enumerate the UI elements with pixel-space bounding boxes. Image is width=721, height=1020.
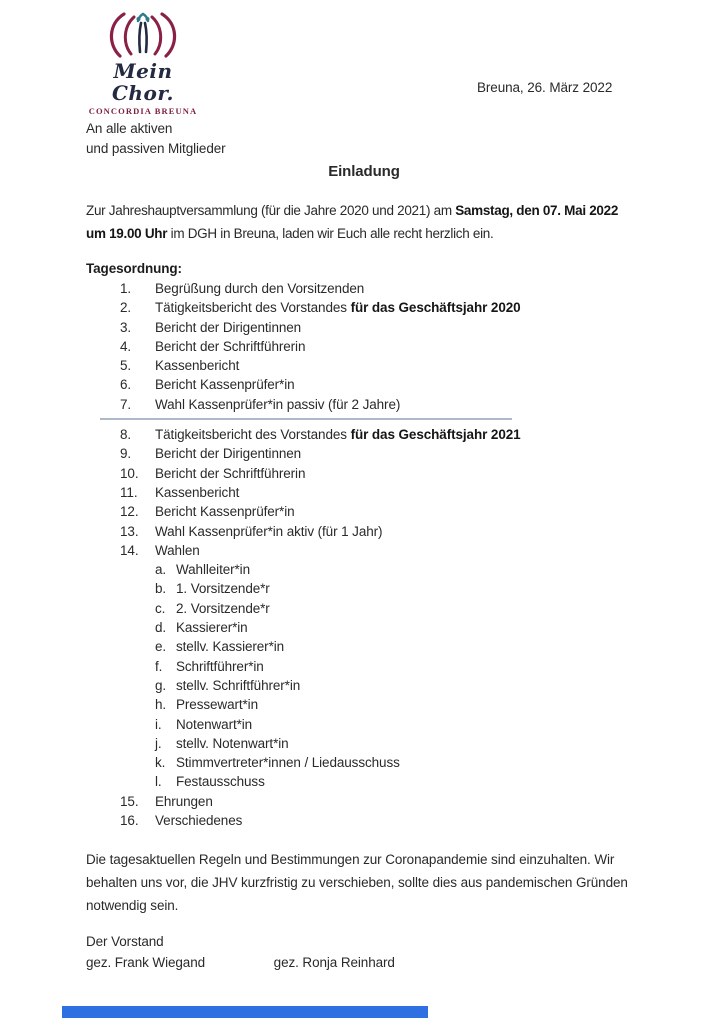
agenda-subitem: [86, 599, 642, 618]
agenda-item-text: Festausschuss: [176, 774, 265, 790]
agenda-heading: Tagesordnung:: [86, 261, 182, 276]
agenda-item-text: stellv. Notenwart*in: [176, 735, 289, 751]
place-date-line: Breuna, 26. März 2022: [477, 80, 613, 95]
agenda-item-number: d.: [155, 620, 167, 636]
agenda-subitem: [86, 637, 642, 656]
agenda-item-text: Wahlen: [155, 542, 200, 558]
agenda-item-number: 8.: [120, 427, 132, 443]
agenda-item: [86, 375, 642, 394]
agenda-item-number: i.: [155, 716, 162, 732]
agenda-item-number: 7.: [120, 396, 132, 412]
agenda-item-number: g.: [155, 677, 167, 693]
agenda-list-part1: [86, 279, 642, 414]
agenda-item-text: Kassenbericht: [155, 484, 240, 500]
agenda-item-number: 16.: [120, 813, 139, 829]
letter-body: [86, 119, 642, 973]
signature-name-1: gez. Frank Wiegand: [86, 954, 206, 970]
agenda-item: [86, 464, 642, 483]
agenda-item-number: c.: [155, 600, 166, 616]
agenda-item-text: Schriftführer*in: [176, 658, 264, 674]
agenda-item-text: Bericht Kassenprüfer*in: [155, 377, 295, 393]
agenda-subitem: [86, 753, 642, 772]
agenda-item-number: 9.: [120, 446, 132, 462]
agenda-item: [86, 811, 642, 830]
agenda-item-text: Bericht Kassenprüfer*in: [155, 504, 295, 520]
agenda-item-number: k.: [155, 755, 166, 771]
agenda-item-text: Kassierer*in: [176, 620, 248, 636]
agenda-item-text: Verschiedenes: [155, 813, 243, 829]
agenda-item-text: Tätigkeitsbericht des Vorstandes für das Geschäftsjahr 2021: [155, 427, 521, 443]
agenda-item-number: l.: [155, 774, 162, 790]
agenda-item-text: Pressewart*in: [176, 697, 258, 713]
agenda-item: [86, 318, 642, 337]
signature-role: Der Vorstand: [86, 933, 164, 949]
agenda-item-text: Stimmvertreter*innen / Liedausschuss: [176, 755, 400, 771]
agenda-item-number: 14.: [120, 542, 139, 558]
bottom-progress-bar: [62, 1006, 428, 1018]
agenda-item-number: 6.: [120, 377, 132, 393]
agenda-item-text: Ehrungen: [155, 793, 213, 809]
agenda-item-text: Bericht der Schriftführerin: [155, 465, 306, 481]
agenda-item-number: 1.: [120, 281, 132, 296]
agenda-item-text: Bericht der Dirigentinnen: [155, 319, 302, 335]
agenda-item-number: 15.: [120, 793, 139, 809]
agenda-item: [86, 483, 642, 502]
agenda-item: [86, 425, 642, 444]
recipient-line-2: und passiven Mitglieder: [86, 141, 226, 156]
agenda-item-number: e.: [155, 639, 167, 655]
agenda-subitem: [86, 618, 642, 637]
agenda-item: [86, 279, 642, 298]
agenda-item-text: Kassenbericht: [155, 358, 240, 374]
agenda-item-number: 2.: [120, 300, 132, 316]
agenda-item-text: Bericht der Schriftführerin: [155, 338, 306, 354]
agenda-list-part2: [86, 425, 642, 830]
agenda-item: [86, 541, 642, 560]
agenda-item: [86, 298, 642, 317]
agenda-item: [86, 444, 642, 463]
agenda-item-text: Begrüßung durch den Vorsitzenden: [155, 281, 365, 296]
agenda-subitem: [86, 676, 642, 695]
logo-subtitle: CONCORDIA BREUNA: [88, 106, 198, 116]
agenda-item-number: 10.: [120, 465, 139, 481]
recipient-block: [86, 119, 642, 159]
agenda-item: [86, 337, 642, 356]
agenda-subitem: [86, 715, 642, 734]
choir-logo: [84, 12, 202, 116]
agenda-item-number: 12.: [120, 504, 139, 520]
recipient-line-1: An alle aktiven: [86, 121, 173, 136]
document-title: Einladung: [328, 163, 400, 180]
agenda-subitem: [86, 772, 642, 791]
agenda-item: [86, 502, 642, 521]
agenda-item: [86, 395, 642, 414]
choir-singers-icon: [95, 12, 191, 58]
agenda-item-text: stellv. Kassierer*in: [176, 639, 285, 655]
invitation-text-before: Zur Jahreshauptversammlung (für die Jahre 2020 und 2021) am: [86, 203, 456, 218]
invitation-paragraph: [86, 199, 634, 245]
agenda-item-number: b.: [155, 581, 167, 597]
agenda-item-number: 5.: [120, 358, 132, 374]
agenda-item-text: Wahl Kassenprüfer*in aktiv (für 1 Jahr): [155, 523, 383, 539]
invitation-text-after: im DGH in Breuna, laden wir Euch alle recht herzlich ein.: [167, 226, 494, 241]
agenda-subitem: [86, 657, 642, 676]
agenda-item-number: 3.: [120, 319, 132, 335]
agenda-item-text: 1. Vorsitzende*r: [176, 581, 270, 597]
agenda-item-text: Bericht der Dirigentinnen: [155, 446, 302, 462]
agenda-item-text: 2. Vorsitzende*r: [176, 600, 270, 616]
agenda-item: [86, 356, 642, 375]
agenda-item-text: Wahl Kassenprüfer*in passiv (für 2 Jahre): [155, 396, 401, 412]
corona-notice-paragraph: Die tagesaktuellen Regeln und Bestimmungen zur Coronapandemie sind einzuhalten. Wir behalten uns vor, die JHV kurzfristig zu verschieben, sollte dies aus pandemischen Gründen notwendig sein.: [86, 852, 628, 914]
signature-name-2: gez. Ronja Reinhard: [273, 954, 395, 970]
agenda-item-number: a.: [155, 562, 167, 578]
agenda-item-text: Notenwart*in: [176, 716, 253, 732]
agenda-subitem: [86, 560, 642, 579]
agenda-item-number: j.: [155, 735, 162, 751]
agenda-item: [86, 522, 642, 541]
invitation-date-bold: Samstag, den 07. Mai 2022 um 19.00 Uhr: [86, 203, 619, 241]
agenda-item: [86, 792, 642, 811]
agenda-item-number: 13.: [120, 523, 139, 539]
agenda-subitem: [86, 579, 642, 598]
agenda-item-number: h.: [155, 697, 167, 713]
agenda-item-text: Wahlleiter*in: [176, 562, 250, 578]
agenda-item-number: 4.: [120, 338, 132, 354]
agenda-item-number: f.: [155, 658, 163, 674]
agenda-item-text: Tätigkeitsbericht des Vorstandes für das Geschäftsjahr 2020: [155, 300, 521, 316]
agenda-subitem: [86, 695, 642, 714]
agenda-subitem: [86, 734, 642, 753]
agenda-divider-line: [100, 418, 512, 420]
signature-row: [86, 952, 642, 973]
agenda-item-text: stellv. Schriftführer*in: [176, 677, 301, 693]
logo-title: Mein Chor.: [112, 59, 174, 105]
agenda-item-number: 11.: [120, 484, 138, 500]
